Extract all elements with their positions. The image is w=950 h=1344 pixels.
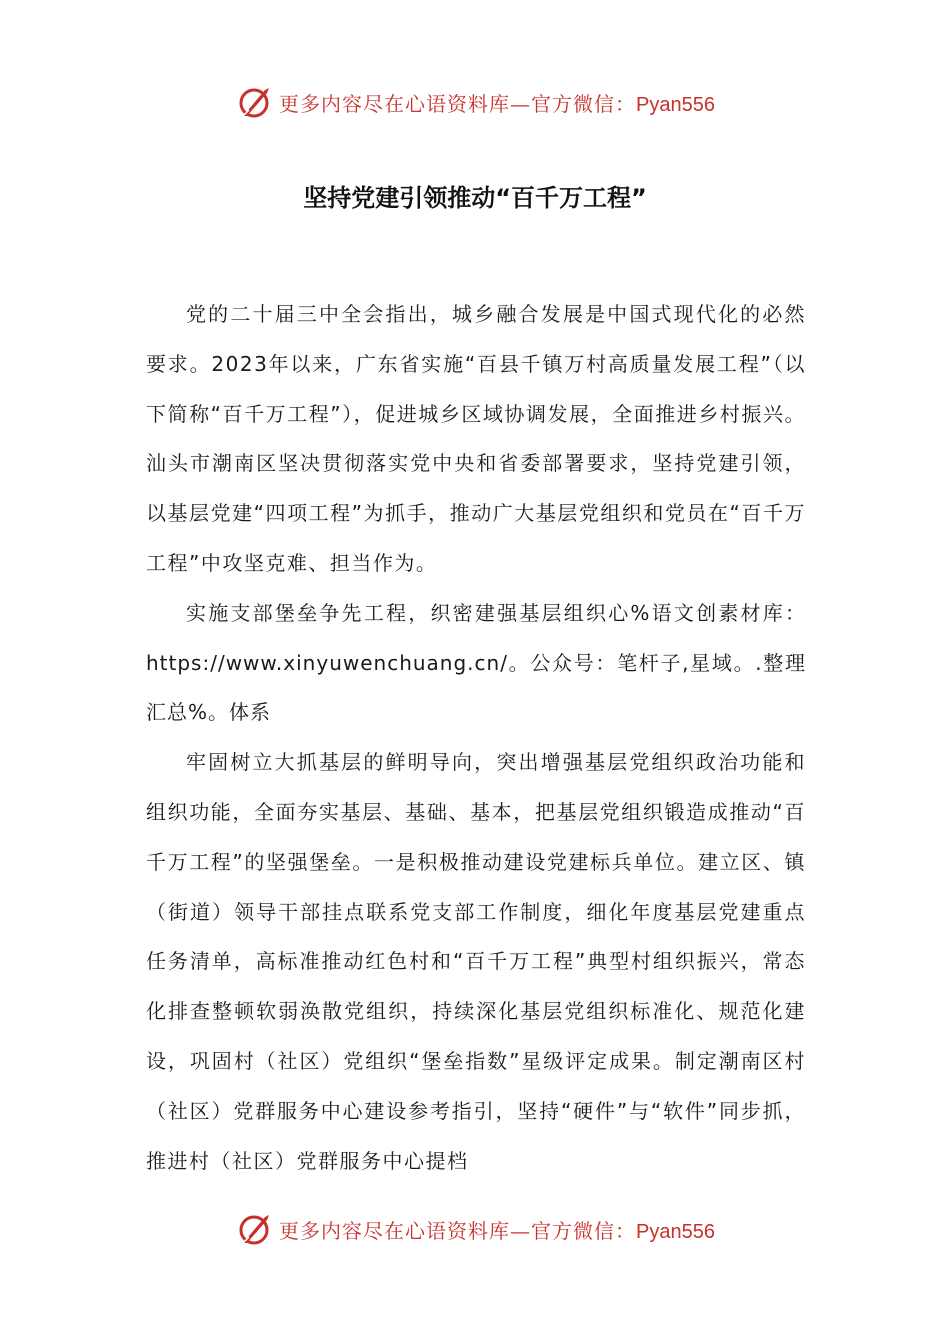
watermark-banner-top	[0, 80, 950, 124]
watermark-text: 更多内容尽在心语资料库—官方微信：Pyan556	[279, 1218, 715, 1243]
quill-pen-logo-icon	[235, 82, 275, 122]
watermark-banner-bottom	[0, 1207, 950, 1251]
paragraph-intro: 党的二十届三中全会指出，城乡融合发展是中国式现代化的必然要求。2023年以来，广东省实施“百县千镇万村高质量发展工程”（以下简称“百千万工程”），促进城乡区域协调发展，全面推进乡村振兴。汕头市潮南区坚决贯彻落实党中央和省委部署要求，坚持党建引领，以基层党建“四项工程”为抓手，推动广大基层党组织和党员在“百千万工程”中攻坚克难、担当作为。	[146, 302, 806, 575]
document-body	[146, 290, 806, 1186]
wechat-account: Pyan556	[636, 93, 715, 116]
watermark-text: 更多内容尽在心语资料库—官方微信：Pyan556	[279, 91, 715, 116]
document-title: 坚持党建引领推动“百千万工程”	[303, 184, 647, 212]
paragraph-body: 牢固树立大抓基层的鲜明导向，突出增强基层党组织政治功能和组织功能，全面夯实基层、基础、基本，把基层党组织锻造成推动“百千万工程”的坚强堡垒。一是积极推动建设党建标兵单位。建立区、镇（街道）领导干部挂点联系党支部工作制度，细化年度基层党建重点任务清单，高标准推动红色村和“百千万工程”典型村组织振兴，常态化排查整顿软弱涣散党组织，持续深化基层党组织标准化、规范化建设，巩固村（社区）党组织“堡垒指数”星级评定成果。制定潮南区村（社区）党群服务中心建设参考指引，坚持“硬件”与“软件”同步抓，推进村（社区）党群服务中心提档	[146, 750, 806, 1173]
paragraph-section-heading: 实施支部堡垒争先工程，织密建强基层组织心%语文创素材库：https://www.xinyuwenchuang.cn/。公众号：笔杆子,星域。.整理汇总%。体系	[146, 600, 806, 725]
wechat-account: Pyan556	[636, 1220, 715, 1243]
quill-pen-logo-icon	[235, 1209, 275, 1249]
